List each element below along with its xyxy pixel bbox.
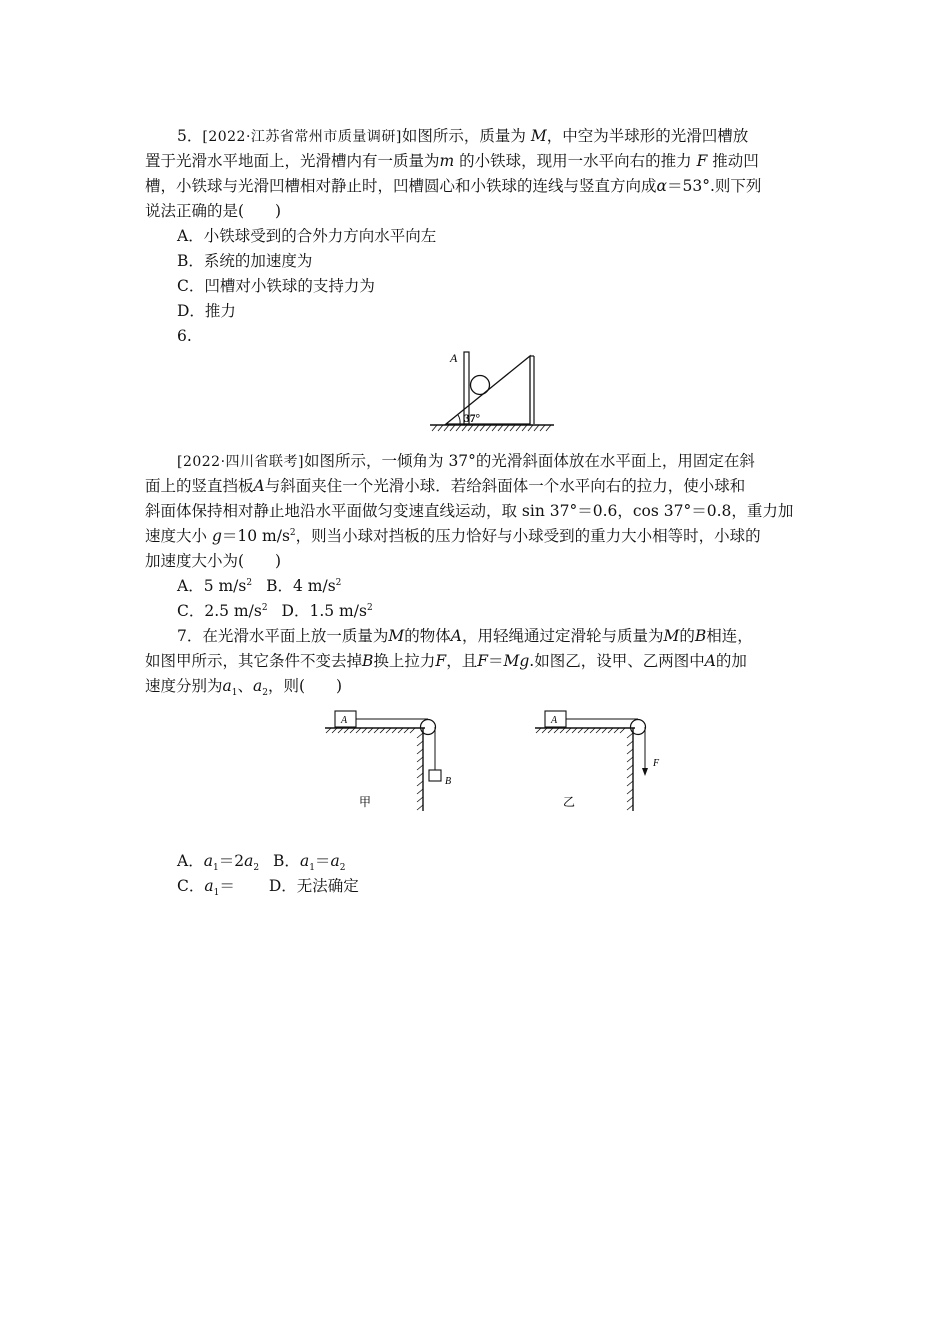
incline-figure [428,346,558,436]
q5-option-b: B．系统的加速度为 [177,252,313,270]
q6-line-4: 速度大小 g＝10 $m/s^2$，则当小球对挡板的压力恰好与小球受到的重力大小相等时，小球的 [145,527,761,545]
caption-yi: 乙 [563,795,576,809]
q6-line-1: [2022·四川省联考]如图所示，一倾角为 37°的光滑斜面体放在水平面上，用固定在斜 [177,452,755,470]
q6-options-cd: C．2.5 $m/s^2$ D．1.5 $m/s^2$ [177,602,373,620]
board-label-a: A [450,351,458,365]
svg-text:F: F [653,758,660,769]
ball [471,376,490,395]
q6-line-5: 加速度大小为( ) [145,552,282,570]
q5-line-3: 槽，小铁球与光滑凹槽相对静止时，凹槽圆心和小铁球的连线与竖直方向成α＝53°.则下列 [145,177,762,195]
block-b [429,770,441,781]
svg-text:A: A [341,715,348,726]
figure-yi [530,706,675,816]
figure-jia [320,706,465,816]
angle-label: 37° [464,413,481,425]
svg-text:B: B [445,776,452,787]
q6-line-3: 斜面体保持相对静止地沿水平面做匀变速直线运动，取 sin 37°＝0.6，cos 37°＝0.8，重力加 [145,502,794,520]
q7-options-cd: C．$a_1= D$．无法确定 [177,877,359,899]
q5-line-1: 5．[2022·江苏省常州市质量调研]如图所示，质量为 M，中空为半球形的光滑凹槽放 [177,127,749,145]
svg-text:A: A [551,715,558,726]
caption-jia: 甲 [359,795,372,809]
q6-options-ab: A．5 $m/s^2$ B．4 $m/s^2$ [177,577,342,595]
q7-line-2: 如图甲所示，其它条件不变去掉B换上拉力F，且F＝Mg.如图乙，设甲、乙两图中A的加 [145,652,747,670]
q5-option-d: D．推力 [177,302,236,320]
arrow-head [642,768,648,776]
q7-options-ab: A．$a_1=2a_2$ B．$a_1=a_2$ [177,852,346,874]
q5-line-4: 说法正确的是( ) [145,202,282,220]
q6-line-2: 面上的竖直挡板A与斜面夹住一个光滑小球．若给斜面体一个水平向右的拉力，使小球和 [145,477,746,495]
q5-option-c: C．凹槽对小铁球的支持力为 [177,277,375,295]
q7-line-3: 速度分别为$a_1$、$a_2$，则( ) [145,677,343,699]
q7-line-1: 7．在光滑水平面上放一质量为M的物体A，用轻绳通过定滑轮与质量为M的B相连， [177,627,753,645]
q5-option-a: A．小铁球受到的合外力方向水平向左 [177,227,437,245]
ground-hatch [432,425,551,431]
q5-line-2: 置于光滑水平地面上，光滑槽内有一质量为m 的小铁球，现用一水平向右的推力 F 推动凹 [145,152,759,170]
q6-number: 6. [177,327,192,345]
